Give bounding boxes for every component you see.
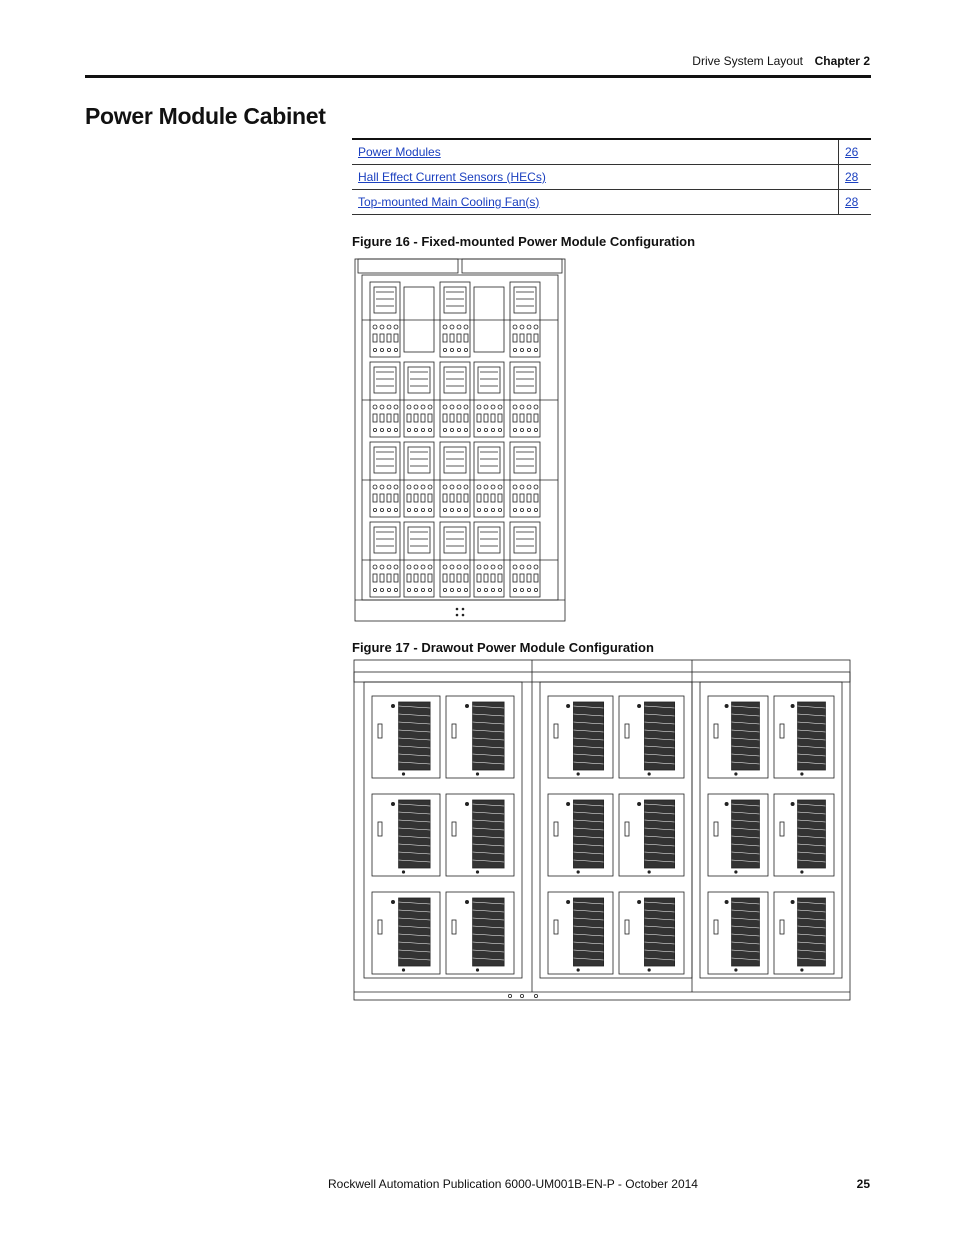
figure-17-caption: Figure 17 - Drawout Power Module Configuration	[352, 640, 654, 655]
topic-cell	[352, 139, 839, 164]
page-cell	[839, 139, 872, 164]
topic-link-cooling-fans[interactable]: Top-mounted Main Cooling Fan(s)	[358, 194, 540, 209]
figure-16-caption: Figure 16 - Fixed-mounted Power Module Configuration	[352, 234, 696, 249]
topic-cell	[352, 164, 839, 189]
table-row	[352, 139, 871, 164]
page-link-cooling-fans[interactable]: 28	[845, 194, 859, 209]
topic-link-hecs[interactable]: Hall Effect Current Sensors (HECs)	[358, 169, 546, 184]
publication-info: Rockwell Automation Publication 6000-UM001B-EN-P - October 2014	[328, 1177, 698, 1191]
page-link-power-modules[interactable]: 26	[845, 144, 859, 159]
table-row	[352, 164, 871, 189]
topic-cell	[352, 189, 839, 214]
page-number: 25	[856, 1177, 870, 1191]
drawout-power-module-drawing	[352, 658, 852, 1002]
page-title: Power Module Cabinet	[85, 103, 326, 129]
topic-table	[352, 138, 871, 215]
page-cell	[839, 164, 872, 189]
table-row	[352, 189, 871, 214]
page-link-hecs[interactable]: 28	[845, 169, 859, 184]
running-header	[0, 52, 954, 72]
header-chapter: Chapter 2	[814, 54, 870, 68]
header-section: Drive System Layout	[692, 54, 803, 68]
page-cell	[839, 189, 872, 214]
fixed-mounted-power-module-drawing	[352, 257, 568, 623]
header-rule	[85, 75, 871, 78]
topic-link-power-modules[interactable]: Power Modules	[358, 144, 441, 159]
